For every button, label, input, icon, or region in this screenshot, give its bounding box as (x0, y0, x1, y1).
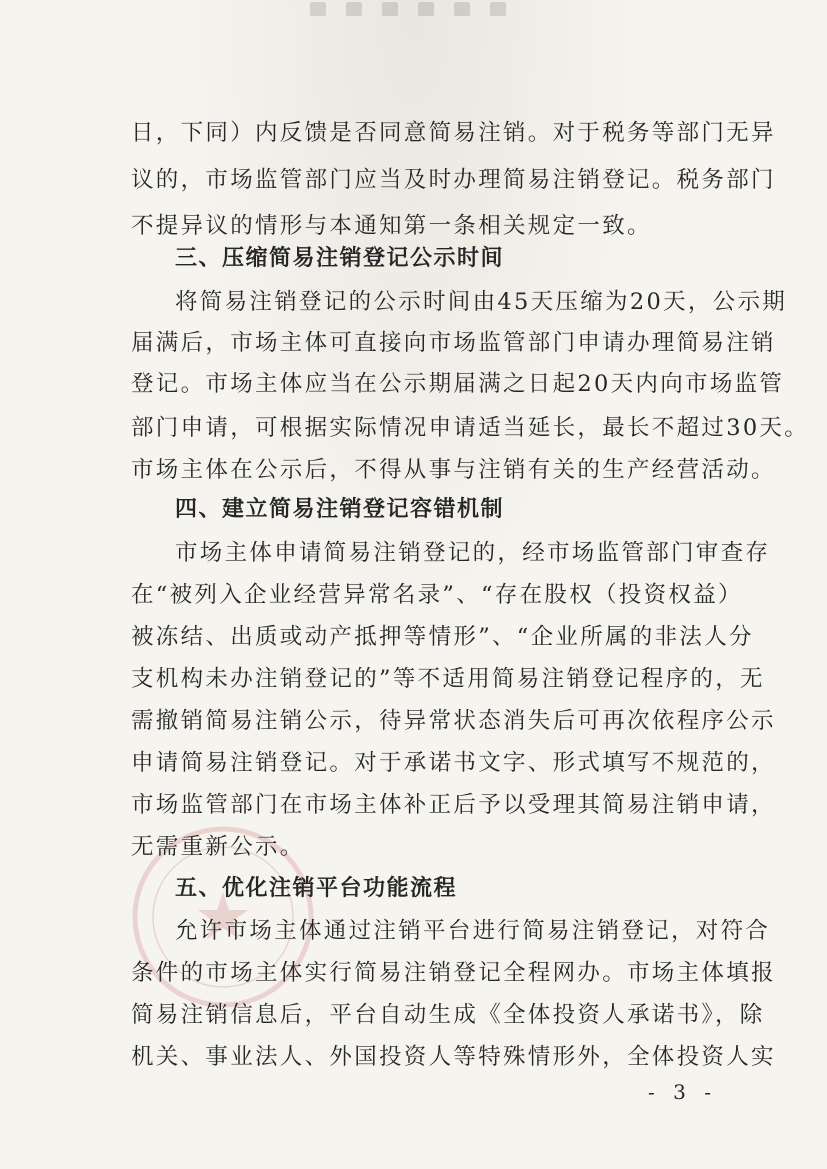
body-line: 部门申请，可根据实际情况申请适当延长，最长不超过30天。 (131, 415, 810, 441)
body-line: 无需重新公示。 (131, 834, 305, 860)
body-line: 日，下同）内反馈是否同意简易注销。对于税务等部门无异 (131, 120, 776, 146)
body-line: 在“被列入企业经营异常名录”、“存在股权（投资权益） (131, 582, 743, 608)
body-line: 议的，市场监管部门应当及时办理简易注销登记。税务部门 (131, 167, 776, 193)
body-line: 申请简易注销登记。对于承诺书文字、形式填写不规范的， (131, 750, 776, 776)
body-line: 允许市场主体通过注销平台进行简易注销登记，对符合 (175, 918, 771, 944)
body-line: 将简易注销登记的公示时间由45天压缩为20天，公示期 (175, 289, 788, 315)
body-line: 简易注销信息后，平台自动生成《全体投资人承诺书》，除 (131, 1002, 765, 1028)
body-line: 机关、事业法人、外国投资人等特殊情形外，全体投资人实 (131, 1044, 776, 1070)
body-line: 市场主体在公示后，不得从事与注销有关的生产经营活动。 (131, 457, 776, 483)
body-line: 市场监管部门在市场主体补正后予以受理其简易注销申请， (131, 792, 776, 818)
top-bleed-through (300, 0, 560, 22)
page-number: - 3 - (648, 1080, 717, 1104)
body-line: 届满后，市场主体可直接向市场监管部门申请办理简易注销 (131, 330, 776, 356)
section-heading-3: 三、压缩简易注销登记公示时间 (175, 246, 505, 271)
body-line: 需撤销简易注销公示，待异常状态消失后可再次依程序公示 (131, 708, 776, 734)
body-line: 登记。市场主体应当在公示期届满之日起20天内向市场监管 (131, 371, 785, 397)
body-line: 被冻结、出质或动产抵押等情形”、“企业所属的非法人分 (131, 624, 754, 650)
section-heading-4: 四、建立简易注销登记容错机制 (175, 497, 505, 522)
body-line: 支机构未办注销登记的”等不适用简易注销登记程序的，无 (131, 666, 765, 692)
section-heading-5: 五、优化注销平台功能流程 (175, 876, 458, 901)
body-line: 不提异议的情形与本通知第一条相关规定一致。 (131, 213, 652, 239)
body-line: 市场主体申请简易注销登记的，经市场监管部门审查存 (175, 540, 771, 566)
body-line: 条件的市场主体实行简易注销登记全程网办。市场主体填报 (131, 960, 776, 986)
